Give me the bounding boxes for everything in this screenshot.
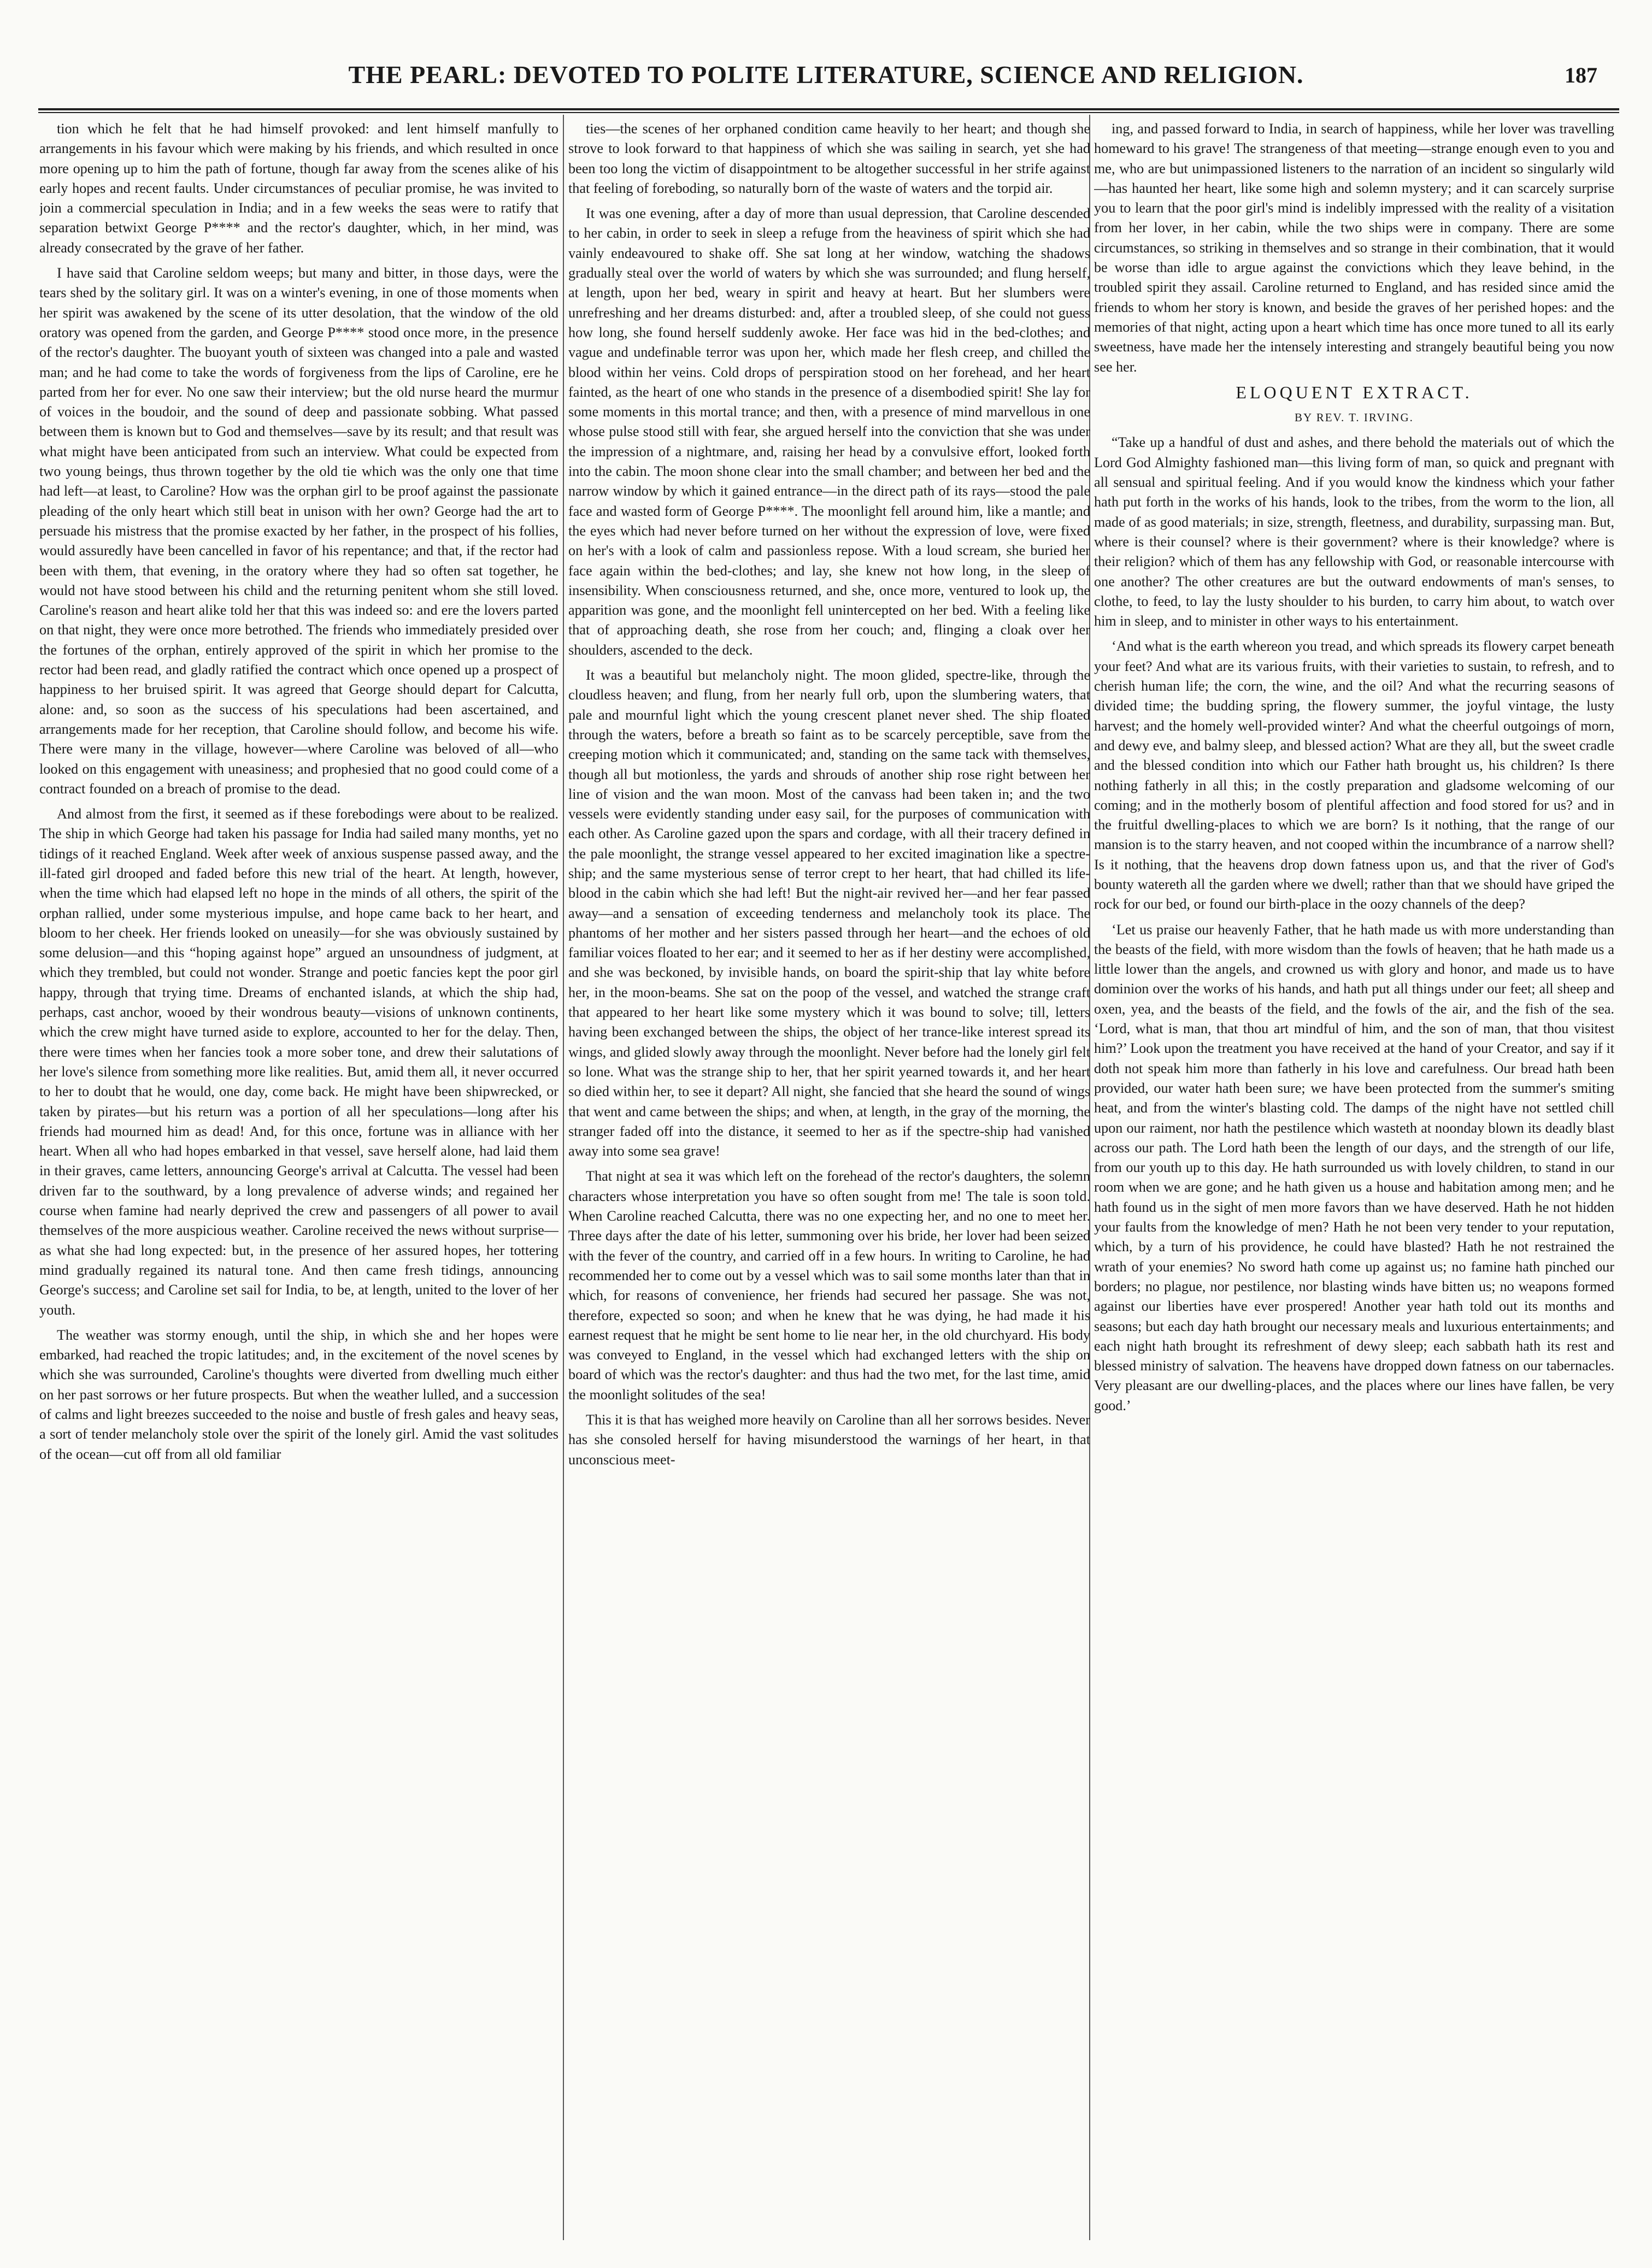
paragraph: ‘And what is the earth whereon you tread, and which spreads its flowery carpet beneath your feet? And what are its various fruits, with their varieties to sustain, to refresh, and to cherish human life; the corn, the wine, and the oil? And what the recurring seasons of divided time; the budding spring, the flowery summer, the joyful vintage, the lusty harvest; and the homely well-provided winter? And what the cheerful outgoings of morn, and dewy eve, and balmy sleep, and blessed action? What are they all, but the sweet cradle and the blessed condition into which our Father hath brought us, his children? Is there nothing fatherly in all this; in the costly preparation and gladsome welcoming of our coming; and in the motherly bosom of plentiful affection and food stored for us? and in the fruitful dwelling-places to which we are born? Is it nothing, that the range of our mansion is to the starry heaven, and not cooped within the incumbrance of a narrow shell? Is it nothing, that the heavens drop down fatness upon us, and that the river of God's bounty watereth all the garden where we dwell; rather than that we should have griped the rock for our bed, or found our birth-place in the oozy channels of the deep?	[1094, 638, 1614, 912]
paragraph: It was a beautiful but melancholy night. The moon glided, spectre-like, through the cloudless heaven; and flung, from her nearly full orb, upon the slumbering waters, that pale and mournful light which the young crescent planet never shed. The ship floated through the waters, before a breath so faint as to be scarcely perceptible, save from the creeping motion which it communicated; and, standing on the same tack with themselves, though all but motionless, the yards and shrouds of another ship rose right between her line of vision and the wan moon. Most of the canvass had been taken in; and the two vessels were evidently standing under easy sail, for the purposes of communication with each other. As Caroline gazed upon the spars and cordage, with all their tracery defined in the pale moonlight, the strange vessel appeared to her excited imagination like a spectre-ship; and the same mysterious sense of terror crept to her heart, that had chilled its life-blood in the cabin which she had left! But the night-air revived her—and her fear passed away—and a sensation of exceeding tenderness and melancholy took its place. The phantoms of her mother and her sisters passed through her heart—and the echoes of old familiar voices floated to her ear; and it seemed to her as if her destiny were accomplished, and she was beckoned, by invisible hands, on board the spirit-ship that lay white before her, in the moon-beams. She sat on the poop of the vessel, and watched the strange craft that appeared to her heart like some mystery which it was bound to solve; till, letters having been exchanged between the ships, the object of her trance-like interest spread its wings, and glided slowly away through the moonlight. Never before had the lonely girl felt so lone. What was the strange ship to her, that her spirit yearned towards it, and her heart so died within her, to see it depart? All night, she fancied that she heard the sound of wings that went and came between the ships; and when, at length, in the gray of the morning, the stranger faded off into the distance, it seemed to her as if the spectre-ship had vanished away into some sea grave!	[568, 667, 1090, 1159]
paragraph: ties—the scenes of her orphaned condition came heavily to her heart; and though she strove to look forward to that happiness of which she was sailing in search, yet she had been too long the victim of disappointment to be altogether successful in her strife against that feeling of foreboding, so naturally born of the waste of waters and the torpid air.	[568, 121, 1090, 196]
paragraph: ing, and passed forward to India, in search of happiness, while her lover was travelling homeward to his grave! The strangeness of that meeting—strange enough even to you and me, who are but unimpassioned listeners to the narration of an incident so singularly wild—has haunted her heart, like some high and solemn mystery; and it can scarcely surprise you to learn that the poor girl's mind is indelibly impressed with the reality of a visitation from her lover, in her cabin, while the two ships were in company. There are some circumstances, so striking in themselves and so strange in their combination, that it would be worse than idle to argue against the convictions which they leave behind, in the troubled spirit they assail. Caroline returned to England, and has resided since amid the friends to whom her story is known, and beside the graves of her perished hopes: and the memories of that night, acting upon a heart which time has once more tuned to all its early sweetness, have made her the intensely interesting and strangely beautiful being you now see her.	[1094, 121, 1614, 375]
paragraph: That night at sea it was which left on the forehead of the rector's daughters, the solemn characters whose interpretation you have so often sought from me! The tale is soon told. When Caroline reached Calcutta, there was no one expecting her, and no one to meet her. Three days after the date of his letter, summoning over his bride, her lover had been seized with the fever of the country, and carried off in a few hours. In writing to Caroline, he had recommended her to come out by a vessel which was to sail some months later than that in which, for reasons of convenience, her friends had secured her passage. She was not, therefore, expected so soon; and when he knew that he was dying, he had made it his earnest request that he might be sent home to lie near her, in the old churchyard. His body was conveyed to England, in the vessel which had exchanged letters with the ship on board of which was the rector's daughter: and thus had the two met, for the last time, amid the moonlight solitudes of the sea!	[568, 1168, 1090, 1403]
column-left	[39, 119, 558, 2239]
running-title: THE PEARL: DEVOTED TO POLITE LITERATURE, SCIENCE AND RELIGION.	[348, 61, 1304, 89]
article-title: ELOQUENT EXTRACT.	[1236, 382, 1473, 402]
paragraph: “Take up a handful of dust and ashes, and there behold the materials out of which the Lord God Almighty fashioned man—this living form of man, so quick and pregnant with all sensual and spiritual feeling. And if you would know the kindness which your father hath put forth in the works of his hands, look to the tribes, from the worm to the lion, all made of as good materials; in size, strength, fleetness, and durability, surpassing man. But, where is their counsel? where is their government? where is their knowledge? where is their religion? which of them has any fellowship with God, or reasonable intercourse with one another? The other creatures are but the outward endowments of man's senses, to clothe, to feed, to lay the lusty shoulder to his burden, to carry him about, to watch over him in sleep, and to minister in other ways to his entertainment.	[1094, 434, 1614, 629]
paragraph: The weather was stormy enough, until the ship, in which she and her hopes were embarked, had reached the tropic latitudes; and, in the excitement of the novel scenes by which she was surrounded, Caroline's thoughts were diverted from dwelling much either on her past sorrows or her future prospects. But when the weather lulled, and a succession of calms and light breezes succeeded to the noise and bustle of fresh gales and heavy seas, a sort of tender melancholy stole over the spirit of the lonely girl. Amid the vast solitudes of the ocean—cut off from all old familiar	[39, 1327, 558, 1462]
column-middle	[568, 119, 1090, 2239]
column-right	[1094, 119, 1614, 2239]
paragraph: This it is that has weighed more heavily on Caroline than all her sorrows besides. Never has she consoled herself for having misunderstood the warnings of her heart, in that unconscious meet-	[568, 1412, 1090, 1468]
page-header	[33, 60, 1619, 104]
page-number: 187	[1565, 63, 1597, 87]
paragraph: ‘Let us praise our heavenly Father, that he hath made us with more understanding than the beasts of the field, with more wisdom than the fowls of heaven; that he hath made us a little lower than the angels, and crowned us with glory and honor, and made us to have dominion over the works of his hands, and hath put all things under our feet; all sheep and oxen, yea, and the beasts of the field, and the fowls of the air, and the fish of the sea. ‘Lord, what is man, that thou art mindful of him, and the son of man, that thou visitest him?’ Look upon the treatment you have received at the hand of your Creator, and say if it doth not speak him more than fatherly in his love and carefulness. Our bread hath been provided, our water hath been sure; we have been protected from the summer's smiting heat, and from the winter's blasting cold. The damps of the night have not settled chill upon our raiment, nor hath the pestilence which wasteth at noonday blown its deadly blast across our path. The Lord hath been the length of our days, and the strength of our life, from our youth up to this day. He hath surrounded us with lovely children, to stand in our room when we are gone; and he hath given us a house and habitation among men; and he hath found us in the sight of men more favors than we have deserved. Hath he not hidden your faults from the knowledge of men? Hath he not been very tender to your reputation, which, by a turn of his providence, he could have blasted? Hath he not restrained the wrath of your enemies? No sword hath come up against us; no famine hath pinched our borders; no plague, nor pestilence, nor blasting winds have bitten us; no weapons formed against our liberties have ever prospered! Another year hath told out its months and seasons; but each day hath brought our necessary meals and luxurious entertainments; and each night hath brought its refreshment of dewy sleep; each sabbath hath its rest and blessed ministry of salvation. The heavens have dropped down fatness on our tabernacles. Very pleasant are our dwelling-places, and the places where our lines have fallen, be very good.’	[1094, 921, 1614, 1413]
column-divider	[563, 115, 564, 2240]
paragraph: tion which he felt that he had himself provoked: and lent himself manfully to arrangements in his favour which were making by his friends, and which resulted in once more opening up to him the path of fortune, though far away from the scenes alike of his early hopes and recent faults. Under circumstances of peculiar promise, he was invited to join a commercial speculation in India; and in a few weeks the seas were to ratify that separation betwixt George P**** and the rector's daughter, which, in her mind, was already consecrated by the grave of her father.	[39, 121, 558, 256]
paragraph: It was one evening, after a day of more than usual depression, that Caroline descended to her cabin, in order to seek in sleep a refuge from the heaviness of spirit which she had vainly endeavoured to shake off. She sat long at her window, watching the shadows gradually steal over the world of waters by which she was surrounded; and flung herself, at length, upon her bed, weary in spirit and heavy at heart. But her slumbers were unrefreshing and her dreams disturbed: and, after a troubled sleep, of she could not guess how long, she found herself suddenly awoke. Her face was hid in the bed-clothes; and vague and undefinable terror was upon her, which made her flesh creep, and chilled the blood within her veins. Cold drops of perspiration stood on her forehead, and her heart fainted, as the heart of one who stands in the presence of a disembodied spirit! She lay for some moments in this mortal trance; and then, with a presence of mind marvellous in one whose pulse stood still with fear, she argued herself into the conviction that she was under the impression of a nightmare, and, raising her head by a convulsive effort, looked forth into the cabin. The moon shone clear into the small chamber; and between her bed and the narrow window by which it gained entrance—in the direct path of its rays—stood the pale face and wasted form of George P****. The moonlight fell around him, like a mantle; and the eyes which had never before turned on her without the expression of love, were fixed on her's with a look of calm and passionless repose. With a loud scream, she buried her face again within the bed-clothes; and lay, she knew not how long, in the sleep of insensibility. When consciousness returned, and she, once more, ventured to look up, the apparition was gone, and the moonlight fell unintercepted on her bed. With a feeling like that of approaching death, she rose from her couch; and, flinging a cloak over her shoulders, ascended to the deck.	[568, 205, 1090, 658]
paragraph: I have said that Caroline seldom weeps; but many and bitter, in those days, were the tears shed by the solitary girl. It was on a winter's evening, in one of those moments when her spirit was awakened by the scene of its utter desolation, that the window of the old oratory was opened from the garden, and George P**** stood once more, in the presence of the rector's daughter. The buoyant youth of sixteen was changed into a pale and wasted man; and he had come to take the words of forgiveness from the lips of Caroline, ere he parted from her for ever. No one saw their interview; but the old nurse heard the murmur of voices in the boudoir, and the sound of deep and passionate sobbing. What passed between them is known but to God and themselves—save by its result; and that result was what might have been anticipated from such an interview. What could be expected from two young beings, thus thrown together by the old tie which was the only one that time had left—at least, to Caroline? How was the orphan girl to be proof against the passionate pleading of the only heart which still beat in unison with her own? George had the art to persuade his mistress that the promise exacted by her father, in the prospect of his follies, would assuredly have been cancelled in favor of his repentance; and that, if the rector had been with them, that evening, in the oratory where they had so often sat together, he would not have stood between his child and the returning penitent whom she still loved. Caroline's reason and heart alike told her that this was indeed so: and ere the lovers parted on that night, they were once more betrothed. The friends who immediately presided over the fortunes of the orphan, entirely approved of the spirit in which her promise to the rector had been read, and gladly ratified the contract which once opened up a prospect of happiness to her bruised spirit. It was agreed that George should depart for Calcutta, alone: and, so soon as the success of his speculations had been ascertained, and arrangements made for her reception, that Caroline should follow, and become his wife. There were many in the village, however—where Caroline was beloved of all—who looked on this engagement with uneasiness; and prophesied that no good could come of a contract founded on a breach of promise to the dead.	[39, 265, 558, 797]
header-rule	[38, 108, 1619, 113]
article-byline: BY REV. T. IRVING.	[1295, 411, 1414, 425]
paragraph: And almost from the first, it seemed as if these forebodings were about to be realized. The ship in which George had taken his passage for India had sailed many months, yet no tidings of it reached England. Week after week of anxious suspense passed away, and the ill-fated girl drooped and faded before this new trial of the heart. At length, however, when the time which had elapsed left no hope in the minds of all others, the spirit of the orphan rallied, under some mysterious impulse, and hope came back to her heart, and bloom to her cheek. Her friends looked on uneasily—for she was obviously sustained by some delusion—and this “hoping against hope” argued an unsoundness of judgment, at which they trembled, but could not wonder. Strange and poetic fancies kept the poor girl happy, through that trying time. Dreams of enchanted islands, at which the ship had, perhaps, cast anchor, wooed by their wondrous beauty—visions of unknown continents, which the crew might have turned aside to explore, accounted to her for the delay. Then, there were times when her fancies took a more sober tone, and drew their salutations of her love's silence from something more like realities. But, amid them all, it never occurred to her to doubt that he would, one day, come back. He might have been shipwrecked, or taken by pirates—but his return was a portion of all her speculations—long after his friends had mourned him as dead! And, for this once, fortune was in alliance with her heart. When all who had hopes embarked in that vessel, save herself alone, had laid them in their graves, came letters, announcing George's arrival at Calcutta. The vessel had been driven far to the southward, by a long prevalence of adverse winds; and regained her course when famine had nearly deprived the crew and passengers of all power to avail themselves of the more auspicious weather. Caroline received the news without surprise—as what she had long expected: but, in the presence of her assured hopes, her tottering mind gradually regained its natural tone. And then came fresh tidings, announcing George's success; and Caroline set sail for India, to be, at length, united to the lover of her youth.	[39, 806, 558, 1318]
